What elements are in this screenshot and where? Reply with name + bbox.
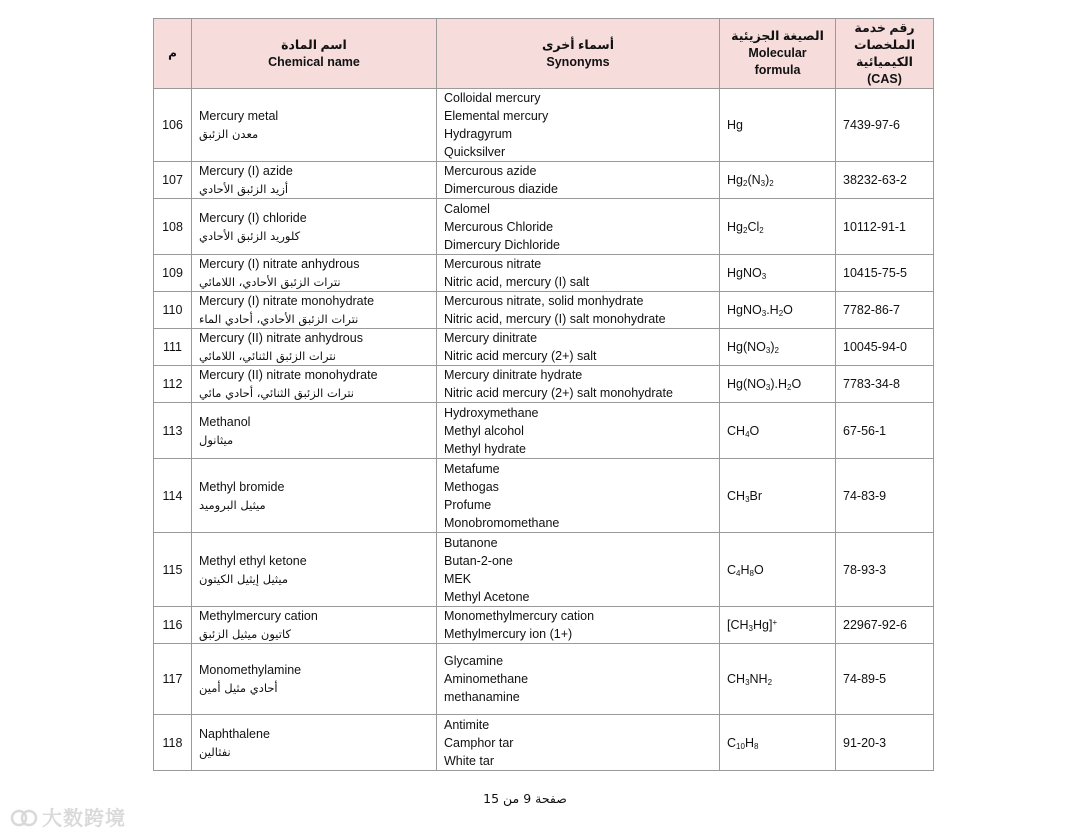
synonym: White tar — [444, 753, 495, 768]
table-row — [154, 255, 934, 292]
synonym: Mercurous nitrate, solid monhydrate — [444, 294, 644, 308]
row-number: 115 — [154, 533, 192, 607]
synonym: Monobromomethane — [444, 515, 560, 530]
cas-number: 74-83-9 — [836, 459, 934, 533]
formula-text: [CH — [727, 618, 749, 632]
table-row — [154, 403, 934, 459]
header-chemical-name-ar: اسم المادة — [281, 37, 347, 52]
synonym: Hydragyrum — [444, 127, 513, 141]
cas-number: 22967-92-6 — [836, 607, 934, 644]
chemical-name-cell — [192, 292, 437, 329]
formula-text: Cl — [747, 219, 760, 234]
formula-subscript: 10 — [736, 741, 745, 751]
table-row — [154, 329, 934, 366]
cas-number: 10045-94-0 — [836, 329, 934, 366]
row-number: 107 — [154, 162, 192, 199]
formula-text: ) — [765, 173, 770, 187]
header-chemical-name — [192, 19, 437, 89]
formula-text: ).H — [770, 377, 788, 391]
chemical-name-ar: كاتيون ميثيل الزئبق — [199, 627, 291, 641]
chemical-name-cell — [192, 533, 437, 607]
molecular-formula-cell — [720, 162, 836, 199]
row-number: 117 — [154, 644, 192, 715]
row-number: 108 — [154, 199, 192, 255]
formula-text: HgNO — [727, 266, 762, 280]
formula-text: O — [791, 377, 802, 391]
synonyms-cell — [437, 459, 720, 533]
chemical-name-ar: نترات الزئبق الثنائي، اللامائي — [199, 349, 336, 363]
synonyms-cell — [437, 162, 720, 199]
molecular-formula-cell — [720, 715, 836, 771]
table-row — [154, 459, 934, 533]
synonym: Aminomethane — [444, 672, 529, 686]
synonym: Methogas — [444, 479, 499, 494]
formula-superscript: + — [772, 618, 778, 627]
chemical-name-en: Mercury (I) nitrate monohydrate — [199, 294, 375, 308]
header-cas — [836, 19, 934, 89]
molecular-formula-cell — [720, 403, 836, 459]
synonym: Dimercurous diazide — [444, 182, 558, 196]
formula-text: HgNO — [727, 303, 762, 317]
table-row — [154, 292, 934, 329]
chemical-name-en: Mercury (II) nitrate monohydrate — [199, 368, 378, 382]
molecular-formula-cell — [720, 366, 836, 403]
formula-subscript: 4 — [745, 429, 750, 439]
synonyms-cell — [437, 715, 720, 771]
watermark — [10, 802, 126, 831]
synonyms-cell — [437, 329, 720, 366]
formula-subscript: 8 — [753, 741, 759, 751]
synonym: Nitric acid, mercury (I) salt monohydrate — [444, 312, 666, 326]
table-body — [154, 89, 934, 771]
molecular-formula-cell — [720, 644, 836, 715]
page-footer — [0, 791, 1080, 806]
chemical-name-en: Methanol — [199, 414, 251, 429]
chemical-name-ar: ميثيل إيثيل الكيتون — [199, 571, 289, 586]
chemical-name-ar: معدن الزئبق — [199, 127, 259, 141]
cas-number: 7782-86-7 — [836, 292, 934, 329]
header-cas-ar-3: الكيميائية — [856, 54, 913, 69]
formula-text: O — [749, 423, 760, 438]
chemical-name-en: Mercury (I) azide — [199, 164, 293, 178]
header-num — [154, 19, 192, 89]
formula-text: H — [744, 735, 754, 750]
chemical-name-ar: نترات الزئبق الأحادي، أحادي الماء — [199, 312, 359, 326]
row-number: 118 — [154, 715, 192, 771]
chemical-name-en: Mercury (I) chloride — [199, 210, 307, 225]
synonym: Colloidal mercury — [444, 91, 541, 105]
row-number: 111 — [154, 329, 192, 366]
molecular-formula-cell — [720, 533, 836, 607]
formula-text: NH — [749, 672, 768, 686]
synonym: Dimercury Dichloride — [444, 237, 560, 252]
synonyms-cell — [437, 533, 720, 607]
cas-number: 7439-97-6 — [836, 89, 934, 162]
synonym: Methylmercury ion (1+) — [444, 627, 573, 641]
chemical-name-cell — [192, 403, 437, 459]
chemical-name-en: Methylmercury cation — [199, 609, 318, 623]
synonyms-cell — [437, 199, 720, 255]
watermark-logo-icon — [10, 807, 38, 829]
formula-text: Hg — [727, 173, 743, 187]
cas-number: 10415-75-5 — [836, 255, 934, 292]
formula-text: C — [727, 562, 737, 577]
header-cas-ar-1: رقم خدمة — [854, 20, 915, 35]
chemical-name-cell — [192, 89, 437, 162]
synonym: Monomethylmercury cation — [444, 609, 595, 623]
header-cas-ar-2: الملخصات — [853, 37, 916, 52]
chemical-name-ar: كلوريد الزئبق الأحادي — [199, 228, 301, 243]
synonym: Butan-2-one — [444, 553, 513, 568]
formula-subscript: 3 — [765, 346, 771, 355]
molecular-formula-cell — [720, 292, 836, 329]
synonym: Elemental mercury — [444, 109, 549, 123]
molecular-formula-cell — [720, 607, 836, 644]
synonyms-cell — [437, 255, 720, 292]
synonym: Methyl hydrate — [444, 441, 526, 456]
row-number: 109 — [154, 255, 192, 292]
synonym: Butanone — [444, 535, 498, 550]
molecular-formula-cell — [720, 459, 836, 533]
formula-subscript: 2 — [774, 346, 779, 355]
chemical-name-en: Monomethylamine — [199, 663, 302, 677]
synonym: Glycamine — [444, 654, 504, 668]
formula-subscript: 2 — [759, 225, 764, 235]
synonym: Mercurous azide — [444, 164, 537, 178]
formula-subscript: 3 — [765, 383, 771, 392]
synonym: Hydroxymethane — [444, 405, 539, 420]
cas-number: 38232-63-2 — [836, 162, 934, 199]
page-number: صفحة 9 من 15 — [483, 791, 567, 806]
formula-text: CH — [727, 423, 746, 438]
synonym: Nitric acid mercury (2+) salt monohydrate — [444, 386, 673, 400]
table-row — [154, 607, 934, 644]
molecular-formula-cell — [720, 255, 836, 292]
chemical-name-cell — [192, 607, 437, 644]
header-num-label: م — [168, 46, 177, 60]
cas-number: 91-20-3 — [836, 715, 934, 771]
formula-text: Hg — [727, 118, 743, 132]
cas-number: 7783-34-8 — [836, 366, 934, 403]
header-formula — [720, 19, 836, 89]
synonym: Mercurous Chloride — [444, 219, 554, 234]
formula-text: O — [783, 303, 793, 317]
synonym: MEK — [444, 571, 472, 586]
chemical-name-cell — [192, 644, 437, 715]
formula-text: Br — [749, 488, 763, 503]
chemical-name-ar: أزيد الزئبق الأحادي — [199, 182, 289, 196]
chemical-name-ar: نفثالين — [199, 744, 231, 759]
row-number: 110 — [154, 292, 192, 329]
formula-text: .H — [766, 303, 779, 317]
formula-subscript: 3 — [760, 179, 766, 188]
formula-subscript: 2 — [742, 225, 748, 235]
table-row — [154, 162, 934, 199]
table-row — [154, 644, 934, 715]
chemical-name-ar: أحادي مثيل أمين — [199, 681, 278, 695]
molecular-formula-cell — [720, 89, 836, 162]
synonym: Mercurous nitrate — [444, 257, 542, 271]
table-row — [154, 366, 934, 403]
synonyms-cell — [437, 292, 720, 329]
formula-text: Hg(NO — [727, 377, 766, 391]
chemical-name-cell — [192, 162, 437, 199]
chemical-name-en: Mercury (I) nitrate anhydrous — [199, 257, 360, 271]
header-synonyms-ar: أسماء أخرى — [541, 37, 615, 52]
molecular-formula-cell — [720, 199, 836, 255]
molecular-formula-cell — [720, 329, 836, 366]
formula-text: Hg] — [752, 618, 773, 632]
formula-subscript: 2 — [742, 179, 748, 188]
synonym: Nitric acid, mercury (I) salt — [444, 275, 590, 289]
synonym: Calomel — [444, 201, 490, 216]
synonym: Mercury dinitrate — [444, 331, 538, 345]
chemical-name-en: Mercury (II) nitrate anhydrous — [199, 331, 363, 345]
synonym: Antimite — [444, 717, 490, 732]
formula-subscript: 3 — [745, 678, 750, 687]
formula-subscript: 3 — [745, 494, 750, 504]
header-cas-en: (CAS) — [867, 71, 902, 86]
header-synonyms-en: Synonyms — [546, 54, 610, 69]
synonyms-cell — [437, 89, 720, 162]
formula-text: Hg — [727, 219, 743, 234]
formula-text: ) — [770, 340, 775, 354]
chemical-name-ar: ميثيل البروميد — [199, 497, 266, 512]
chemical-name-cell — [192, 459, 437, 533]
formula-text: C — [727, 735, 737, 750]
formula-subscript: 3 — [761, 309, 767, 318]
table-row — [154, 199, 934, 255]
formula-text: CH — [727, 488, 746, 503]
chemicals-table — [153, 18, 934, 771]
synonym: Nitric acid mercury (2+) salt — [444, 349, 597, 363]
formula-text: H — [740, 562, 750, 577]
formula-subscript: 2 — [778, 309, 784, 318]
formula-subscript: 3 — [748, 624, 753, 633]
formula-text: O — [753, 562, 764, 577]
header-synonyms — [437, 19, 720, 89]
row-number: 113 — [154, 403, 192, 459]
cas-number: 74-89-5 — [836, 644, 934, 715]
watermark-text: 大数跨境 — [42, 806, 126, 830]
cas-number: 10112-91-1 — [836, 199, 934, 255]
synonym: Profume — [444, 497, 492, 512]
synonyms-cell — [437, 644, 720, 715]
table-header-row — [154, 19, 934, 89]
table-row — [154, 533, 934, 607]
formula-subscript: 2 — [769, 179, 774, 188]
synonyms-cell — [437, 366, 720, 403]
cas-number: 67-56-1 — [836, 403, 934, 459]
formula-text: (N — [747, 173, 761, 187]
chemical-name-cell — [192, 329, 437, 366]
formula-text: Hg(NO — [727, 340, 766, 354]
synonym: Quicksilver — [444, 145, 506, 159]
synonym: Mercury dinitrate hydrate — [444, 368, 583, 382]
row-number: 114 — [154, 459, 192, 533]
row-number: 112 — [154, 366, 192, 403]
header-formula-en-1: Molecular — [748, 46, 807, 60]
synonym: Methyl alcohol — [444, 423, 524, 438]
cas-number: 78-93-3 — [836, 533, 934, 607]
chemical-name-ar: نترات الزئبق الأحادي، اللامائي — [199, 275, 341, 289]
synonym: methanamine — [444, 690, 520, 704]
chemical-name-en: Methyl ethyl ketone — [199, 553, 307, 568]
header-chemical-name-en: Chemical name — [268, 54, 360, 69]
chemical-name-ar: نترات الزئبق الثنائي، أحادي مائي — [199, 386, 354, 400]
chemical-name-en: Mercury metal — [199, 109, 279, 123]
row-number: 106 — [154, 89, 192, 162]
chemical-name-en: Methyl bromide — [199, 479, 285, 494]
table-row — [154, 715, 934, 771]
chemical-name-en: Naphthalene — [199, 726, 270, 741]
synonym: Methyl Acetone — [444, 589, 530, 604]
chemical-name-cell — [192, 715, 437, 771]
header-formula-en-2: formula — [754, 63, 801, 77]
synonyms-cell — [437, 607, 720, 644]
formula-subscript: 3 — [761, 272, 767, 281]
formula-subscript: 4 — [736, 568, 741, 578]
row-number: 116 — [154, 607, 192, 644]
table-row — [154, 89, 934, 162]
header-formula-ar: الصيغة الجزيئية — [731, 29, 824, 43]
synonym: Metafume — [444, 461, 500, 476]
formula-text: CH — [727, 672, 746, 686]
chemical-name-ar: ميثانول — [199, 432, 234, 447]
formula-subscript: 8 — [749, 568, 754, 578]
chemical-name-cell — [192, 199, 437, 255]
chemical-name-cell — [192, 255, 437, 292]
formula-subscript: 2 — [767, 678, 773, 687]
chemical-name-cell — [192, 366, 437, 403]
synonym: Camphor tar — [444, 735, 514, 750]
synonyms-cell — [437, 403, 720, 459]
formula-subscript: 2 — [787, 383, 792, 392]
